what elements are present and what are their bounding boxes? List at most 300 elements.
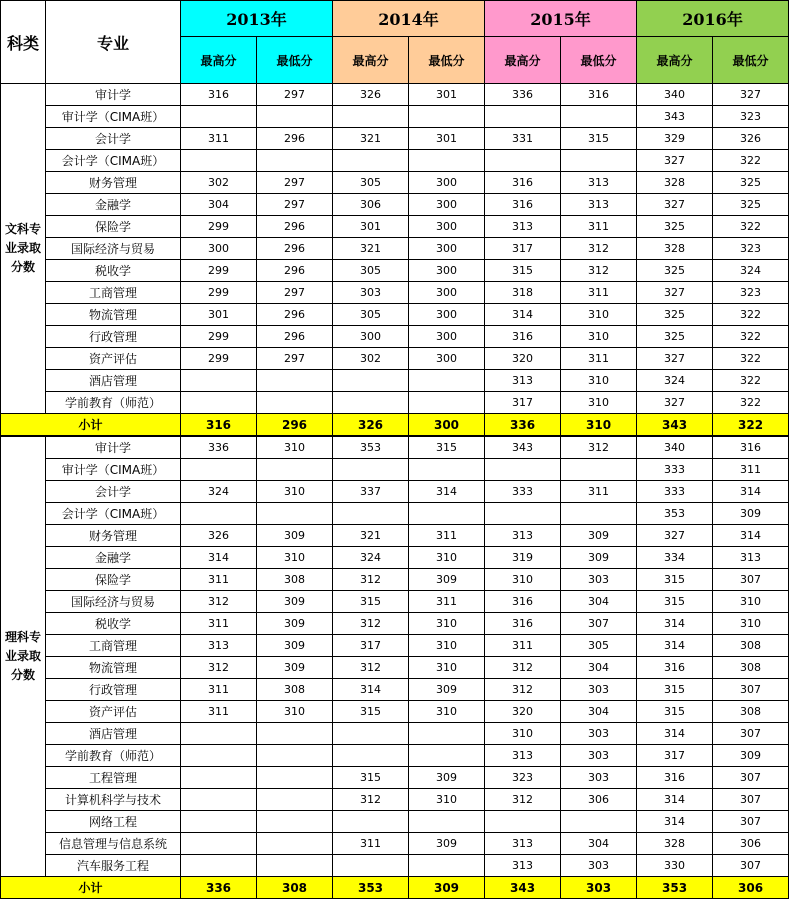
score-cell: 311 (181, 569, 257, 591)
header-max-2013: 最高分 (181, 37, 257, 84)
score-cell: 311 (561, 481, 637, 503)
score-cell: 300 (409, 282, 485, 304)
score-cell (409, 503, 485, 525)
table-row (1, 525, 789, 547)
header-min-2014: 最低分 (409, 37, 485, 84)
score-cell: 333 (637, 481, 713, 503)
subtotal-cell: 310 (561, 414, 637, 437)
score-cell: 309 (713, 503, 789, 525)
score-cell (181, 150, 257, 172)
score-cell: 302 (181, 172, 257, 194)
score-cell: 314 (333, 679, 409, 701)
score-cell: 325 (637, 260, 713, 282)
score-cell: 315 (637, 591, 713, 613)
score-cell: 309 (561, 525, 637, 547)
score-cell (257, 106, 333, 128)
score-cell (257, 370, 333, 392)
table-row (1, 481, 789, 503)
score-cell: 308 (257, 569, 333, 591)
score-cell (257, 745, 333, 767)
score-cell: 333 (637, 459, 713, 481)
score-cell (181, 459, 257, 481)
score-cell (409, 150, 485, 172)
score-cell (333, 106, 409, 128)
score-cell: 337 (333, 481, 409, 503)
score-cell: 315 (485, 260, 561, 282)
score-cell: 310 (409, 635, 485, 657)
score-cell: 314 (485, 304, 561, 326)
major-name: 审计学 (46, 436, 181, 459)
score-cell: 316 (181, 84, 257, 106)
score-cell: 307 (713, 855, 789, 877)
score-cell: 325 (637, 304, 713, 326)
score-cell: 314 (637, 811, 713, 833)
score-cell: 311 (181, 613, 257, 635)
score-cell: 305 (333, 304, 409, 326)
score-cell: 316 (485, 194, 561, 216)
score-cell (333, 150, 409, 172)
score-cell: 311 (713, 459, 789, 481)
major-name: 酒店管理 (46, 723, 181, 745)
score-cell (409, 392, 485, 414)
score-cell: 315 (561, 128, 637, 150)
table-row (1, 106, 789, 128)
score-cell: 296 (257, 128, 333, 150)
subtotal-cell: 309 (409, 877, 485, 899)
score-cell: 300 (409, 238, 485, 260)
score-cell: 307 (713, 789, 789, 811)
subtotal-cell: 308 (257, 877, 333, 899)
major-name: 酒店管理 (46, 370, 181, 392)
score-cell: 301 (181, 304, 257, 326)
score-cell: 326 (333, 84, 409, 106)
major-name: 会计学（CIMA班） (46, 150, 181, 172)
score-cell (409, 370, 485, 392)
score-cell: 308 (257, 679, 333, 701)
score-cell (409, 745, 485, 767)
score-cell: 301 (333, 216, 409, 238)
score-cell (181, 370, 257, 392)
score-cell: 324 (333, 547, 409, 569)
score-cell: 311 (561, 216, 637, 238)
major-name: 金融学 (46, 194, 181, 216)
subtotal-label: 小计 (1, 414, 181, 437)
score-cell: 326 (713, 128, 789, 150)
table-row (1, 238, 789, 260)
table-row (1, 282, 789, 304)
score-cell: 300 (409, 194, 485, 216)
score-cell (409, 459, 485, 481)
subtotal-cell: 306 (713, 877, 789, 899)
score-cell: 309 (257, 657, 333, 679)
score-cell: 311 (409, 525, 485, 547)
table-row (1, 260, 789, 282)
score-cell: 303 (561, 767, 637, 789)
score-cell: 330 (637, 855, 713, 877)
score-cell (333, 459, 409, 481)
score-cell: 312 (333, 657, 409, 679)
major-name: 会计学 (46, 481, 181, 503)
score-cell: 314 (637, 723, 713, 745)
score-cell: 322 (713, 348, 789, 370)
score-cell: 300 (409, 348, 485, 370)
score-cell (257, 855, 333, 877)
score-cell: 314 (713, 525, 789, 547)
score-cell: 333 (485, 481, 561, 503)
score-cell: 309 (257, 613, 333, 635)
score-cell: 317 (485, 392, 561, 414)
subtotal-cell: 300 (409, 414, 485, 437)
score-cell: 310 (257, 547, 333, 569)
header-min-2016: 最低分 (713, 37, 789, 84)
score-cell (181, 855, 257, 877)
major-name: 国际经济与贸易 (46, 238, 181, 260)
score-cell (333, 392, 409, 414)
score-cell: 312 (333, 569, 409, 591)
score-cell: 307 (713, 767, 789, 789)
subtotal-row (1, 877, 789, 899)
table-row (1, 503, 789, 525)
score-cell: 301 (409, 84, 485, 106)
score-cell: 313 (561, 194, 637, 216)
score-cell: 296 (257, 326, 333, 348)
major-name: 财务管理 (46, 172, 181, 194)
score-cell: 317 (637, 745, 713, 767)
major-name: 工商管理 (46, 635, 181, 657)
header-year-2013: 2013年 (181, 1, 333, 37)
subtotal-row (1, 414, 789, 437)
score-cell: 310 (257, 436, 333, 459)
score-cell: 322 (713, 216, 789, 238)
major-name: 税收学 (46, 260, 181, 282)
score-cell: 324 (637, 370, 713, 392)
score-cell: 309 (409, 767, 485, 789)
score-cell: 311 (181, 679, 257, 701)
subtotal-cell: 353 (333, 877, 409, 899)
score-cell: 309 (409, 569, 485, 591)
score-cell: 299 (181, 216, 257, 238)
subtotal-cell: 316 (181, 414, 257, 437)
score-cell: 315 (637, 569, 713, 591)
score-cell: 316 (485, 326, 561, 348)
major-name: 学前教育（师范） (46, 745, 181, 767)
score-cell: 307 (713, 811, 789, 833)
score-cell (257, 723, 333, 745)
score-cell: 313 (485, 855, 561, 877)
score-cell: 304 (561, 833, 637, 855)
score-cell: 312 (333, 613, 409, 635)
score-cell: 322 (713, 326, 789, 348)
score-cell: 310 (257, 701, 333, 723)
major-name: 计算机科学与技术 (46, 789, 181, 811)
score-cell: 303 (561, 745, 637, 767)
score-cell: 322 (713, 392, 789, 414)
score-cell: 306 (333, 194, 409, 216)
score-cell: 327 (637, 525, 713, 547)
score-cell (181, 745, 257, 767)
score-cell: 313 (485, 370, 561, 392)
score-cell: 312 (485, 789, 561, 811)
score-cell: 306 (713, 833, 789, 855)
score-cell (257, 459, 333, 481)
score-cell (561, 106, 637, 128)
major-name: 资产评估 (46, 701, 181, 723)
table-row (1, 547, 789, 569)
score-cell: 305 (561, 635, 637, 657)
score-cell (561, 459, 637, 481)
score-cell: 310 (713, 591, 789, 613)
table-row (1, 194, 789, 216)
score-cell (333, 503, 409, 525)
score-cell (257, 789, 333, 811)
major-name: 工商管理 (46, 282, 181, 304)
score-cell: 324 (181, 481, 257, 503)
major-name: 网络工程 (46, 811, 181, 833)
score-cell: 297 (257, 194, 333, 216)
score-cell: 328 (637, 238, 713, 260)
score-cell: 320 (485, 348, 561, 370)
subtotal-cell: 336 (485, 414, 561, 437)
score-cell: 301 (409, 128, 485, 150)
score-cell: 310 (485, 723, 561, 745)
header-max-2014: 最高分 (333, 37, 409, 84)
score-cell (485, 150, 561, 172)
score-cell: 310 (409, 789, 485, 811)
major-name: 资产评估 (46, 348, 181, 370)
score-cell: 308 (713, 635, 789, 657)
score-cell (333, 723, 409, 745)
score-cell: 311 (333, 833, 409, 855)
score-cell: 318 (485, 282, 561, 304)
score-cell: 296 (257, 304, 333, 326)
score-cell: 297 (257, 282, 333, 304)
score-cell: 321 (333, 238, 409, 260)
major-name: 汽车服务工程 (46, 855, 181, 877)
header-max-2016: 最高分 (637, 37, 713, 84)
major-name: 会计学 (46, 128, 181, 150)
table-row (1, 348, 789, 370)
score-cell: 322 (713, 370, 789, 392)
score-cell: 313 (561, 172, 637, 194)
score-cell: 300 (409, 326, 485, 348)
major-name: 物流管理 (46, 304, 181, 326)
table-row (1, 150, 789, 172)
score-cell: 310 (409, 547, 485, 569)
score-cell: 322 (713, 150, 789, 172)
score-cell (485, 503, 561, 525)
score-cell: 310 (409, 657, 485, 679)
score-cell: 327 (637, 392, 713, 414)
major-name: 审计学 (46, 84, 181, 106)
score-cell: 325 (713, 194, 789, 216)
major-name: 会计学（CIMA班） (46, 503, 181, 525)
score-cell (409, 723, 485, 745)
score-cell: 311 (485, 635, 561, 657)
score-cell: 314 (637, 789, 713, 811)
subtotal-cell: 322 (713, 414, 789, 437)
score-cell: 327 (637, 348, 713, 370)
score-cell: 313 (485, 745, 561, 767)
table-row (1, 392, 789, 414)
score-cell: 316 (637, 767, 713, 789)
score-cell: 310 (561, 370, 637, 392)
score-cell: 308 (713, 657, 789, 679)
table-row (1, 128, 789, 150)
score-cell: 323 (713, 282, 789, 304)
score-cell: 304 (561, 701, 637, 723)
score-cell (333, 855, 409, 877)
subtotal-cell: 296 (257, 414, 333, 437)
score-cell (333, 811, 409, 833)
score-cell: 311 (409, 591, 485, 613)
score-cell: 314 (713, 481, 789, 503)
subtotal-cell: 343 (485, 877, 561, 899)
score-cell: 314 (409, 481, 485, 503)
score-cell: 303 (333, 282, 409, 304)
score-cell (181, 723, 257, 745)
score-cell: 316 (485, 591, 561, 613)
table-row (1, 569, 789, 591)
score-cell: 300 (409, 172, 485, 194)
score-cell: 310 (713, 613, 789, 635)
score-cell: 311 (181, 128, 257, 150)
score-cell (561, 503, 637, 525)
score-cell (409, 811, 485, 833)
score-cell: 300 (409, 260, 485, 282)
score-cell: 296 (257, 216, 333, 238)
header-max-2015: 最高分 (485, 37, 561, 84)
score-cell: 313 (485, 833, 561, 855)
score-cell (181, 503, 257, 525)
score-cell: 325 (713, 172, 789, 194)
table-row (1, 591, 789, 613)
score-cell (257, 767, 333, 789)
score-cell (257, 833, 333, 855)
score-cell: 340 (637, 436, 713, 459)
score-cell: 307 (713, 679, 789, 701)
score-cell: 316 (637, 657, 713, 679)
score-cell: 307 (713, 569, 789, 591)
score-cell: 304 (561, 657, 637, 679)
score-cell: 336 (485, 84, 561, 106)
score-cell: 312 (485, 657, 561, 679)
score-cell: 336 (181, 436, 257, 459)
subtotal-cell: 303 (561, 877, 637, 899)
score-cell: 296 (257, 260, 333, 282)
score-cell (485, 811, 561, 833)
score-cell: 303 (561, 723, 637, 745)
table-body (1, 84, 789, 899)
major-name: 信息管理与信息系统 (46, 833, 181, 855)
score-cell: 328 (637, 833, 713, 855)
score-cell: 310 (257, 481, 333, 503)
score-cell: 312 (561, 260, 637, 282)
score-cell: 327 (637, 194, 713, 216)
score-cell: 300 (409, 216, 485, 238)
score-cell: 300 (409, 304, 485, 326)
table-row (1, 833, 789, 855)
score-cell: 311 (561, 282, 637, 304)
major-name: 工程管理 (46, 767, 181, 789)
score-cell (333, 745, 409, 767)
score-cell: 325 (637, 326, 713, 348)
subtotal-cell: 336 (181, 877, 257, 899)
score-cell: 312 (181, 657, 257, 679)
score-cell (409, 855, 485, 877)
score-cell: 309 (561, 547, 637, 569)
score-cell: 315 (637, 701, 713, 723)
major-name: 保险学 (46, 216, 181, 238)
score-cell (181, 106, 257, 128)
score-cell: 315 (333, 767, 409, 789)
score-cell: 328 (637, 172, 713, 194)
score-cell: 310 (409, 613, 485, 635)
header-category: 科类 (1, 1, 46, 84)
score-cell: 343 (637, 106, 713, 128)
score-cell: 303 (561, 855, 637, 877)
table-row (1, 326, 789, 348)
score-cell: 323 (713, 106, 789, 128)
score-cell: 312 (485, 679, 561, 701)
score-cell: 309 (409, 833, 485, 855)
score-cell: 310 (409, 701, 485, 723)
subtotal-label: 小计 (1, 877, 181, 899)
table-row (1, 635, 789, 657)
score-cell: 317 (333, 635, 409, 657)
score-cell: 327 (637, 282, 713, 304)
table-row (1, 370, 789, 392)
score-cell: 327 (637, 150, 713, 172)
score-cell: 329 (637, 128, 713, 150)
score-cell: 310 (485, 569, 561, 591)
score-cell (181, 767, 257, 789)
table-row (1, 436, 789, 459)
header-year-2016: 2016年 (637, 1, 789, 37)
score-cell: 315 (333, 701, 409, 723)
score-cell: 305 (333, 260, 409, 282)
score-cell: 299 (181, 326, 257, 348)
score-cell (257, 811, 333, 833)
score-cell (409, 106, 485, 128)
score-cell: 321 (333, 525, 409, 547)
score-cell: 313 (713, 547, 789, 569)
table-row (1, 767, 789, 789)
score-cell: 314 (181, 547, 257, 569)
table-row (1, 789, 789, 811)
header-min-2013: 最低分 (257, 37, 333, 84)
score-cell: 307 (713, 723, 789, 745)
score-cell: 314 (637, 613, 713, 635)
score-cell: 311 (181, 701, 257, 723)
score-cell: 310 (561, 304, 637, 326)
score-cell (181, 392, 257, 414)
score-cell: 299 (181, 282, 257, 304)
score-cell (181, 811, 257, 833)
score-cell (257, 150, 333, 172)
subtotal-cell: 326 (333, 414, 409, 437)
major-name: 审计学（CIMA班） (46, 106, 181, 128)
score-cell (485, 106, 561, 128)
section-label: 理科专业录取分数 (1, 436, 46, 877)
score-cell: 313 (485, 216, 561, 238)
major-name: 金融学 (46, 547, 181, 569)
score-cell: 322 (713, 304, 789, 326)
score-cell: 353 (333, 436, 409, 459)
subtotal-cell: 353 (637, 877, 713, 899)
score-cell: 315 (409, 436, 485, 459)
subtotal-cell: 343 (637, 414, 713, 437)
score-cell: 302 (333, 348, 409, 370)
